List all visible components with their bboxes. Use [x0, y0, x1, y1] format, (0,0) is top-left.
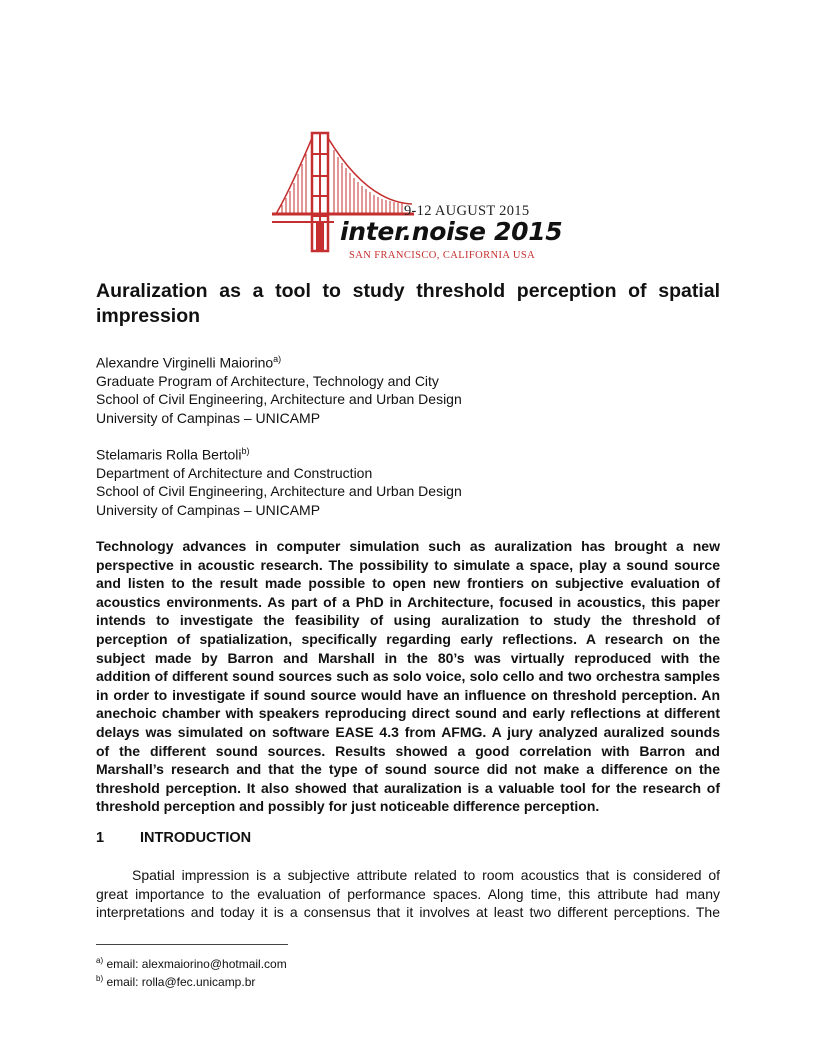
paper-title — [96, 279, 720, 329]
abstract-line: threshold perception and possibly for just noticeable difference perception. — [96, 798, 600, 815]
title-line-1: Auralization as a tool to study threshold perception of spatial — [96, 280, 720, 302]
introduction-paragraph — [96, 866, 720, 922]
title-line-2: impression — [96, 305, 201, 327]
abstract-line: Marshall’s research and that the type of sound source did not make a difference on the — [96, 761, 720, 778]
abstract-line: threshold perception. It also showed that auralization is a valuable tool for the research of — [96, 779, 720, 796]
conference-location: SAN FRANCISCO, CALIFORNIA USA — [349, 250, 536, 261]
section-number: 1 — [96, 830, 105, 846]
abstract-line: perception of spatialization, specifically regarding early reflections. A research on the — [96, 630, 720, 647]
abstract-line: intends to investigate the feasibility of using auralization to study the threshold of — [96, 612, 720, 629]
abstract-line: anechoic chamber with speakers reproducing direct sound and early reflections at different — [96, 705, 720, 722]
author-affiliation: Graduate Program of Architecture, Technology and City — [96, 373, 439, 390]
author-block-2 — [96, 442, 720, 519]
body-line: interpretations and today it is a consensus that it involves at least two different perceptions. The — [96, 904, 720, 921]
footnote — [96, 972, 287, 990]
author-affiliation: School of Civil Engineering, Architecture and Urban Design — [96, 483, 462, 500]
abstract — [96, 537, 720, 816]
author-affiliation: School of Civil Engineering, Architecture and Urban Design — [96, 391, 462, 408]
author-block-1 — [96, 350, 720, 427]
body-line: Spatial impression is a subjective attribute related to room acoustics that is considered of — [132, 867, 720, 883]
footnotes — [96, 954, 287, 989]
abstract-line: addition of different sound sources such as solo voice, solo cello and two orchestra samples — [96, 668, 720, 685]
author-affiliation: University of Campinas – UNICAMP — [96, 501, 321, 518]
abstract-line: Technology advances in computer simulation such as auralization has brought a new — [96, 538, 720, 554]
author-footnote-mark: b) — [241, 446, 250, 456]
abstract-line: in order to investigate if sound source would have an influence on threshold perception. An — [96, 686, 720, 703]
conference-logo — [272, 130, 563, 266]
author-footnote-mark: a) — [273, 354, 282, 364]
body-line: great importance to the evaluation of performance spaces. Along time, this attribute had many — [96, 885, 720, 902]
author-affiliation: University of Campinas – UNICAMP — [96, 409, 321, 426]
abstract-line: delays was simulated on software EASE 4.3 from AFMG. A jury analyzed auralized sounds — [96, 723, 720, 740]
abstract-line: and listen to the result made possible to open new frontiers on subjective evaluation of — [96, 575, 720, 592]
footnote-divider — [96, 944, 288, 945]
conference-date: 9-12 AUGUST 2015 — [404, 203, 530, 219]
footnote-mark: b) — [96, 973, 104, 983]
footnote-mark: a) — [96, 956, 104, 965]
conference-brand: inter.noise 2015 — [340, 217, 563, 246]
author-affiliation: Department of Architecture and Construction — [96, 465, 373, 482]
footnote-text: email: alexmaiorino@hotmail.com — [103, 957, 287, 971]
abstract-line: acoustics environments. As part of a PhD in Architecture, focused in acoustics, this paper — [96, 593, 720, 610]
section-heading — [96, 830, 251, 846]
abstract-line: subject made by Barron and Marshall in the 80’s was virtually reproduced with the — [96, 649, 720, 666]
author-name: Alexandre Virginelli Maiorino$^{a)}$ — [96, 354, 282, 371]
author-name: Stelamaris Rolla Bertoli$^{b)}$ — [96, 446, 250, 463]
footnote — [96, 954, 287, 972]
abstract-line: perspective in acoustic research. The possibility to simulate a space, play a sound source — [96, 556, 720, 573]
section-title: INTRODUCTION — [140, 830, 252, 846]
footnote-text: email: rolla@fec.unicamp.br — [103, 974, 256, 989]
abstract-line: of the different sound sources. Results showed a good correlation with Barron and — [96, 742, 720, 759]
